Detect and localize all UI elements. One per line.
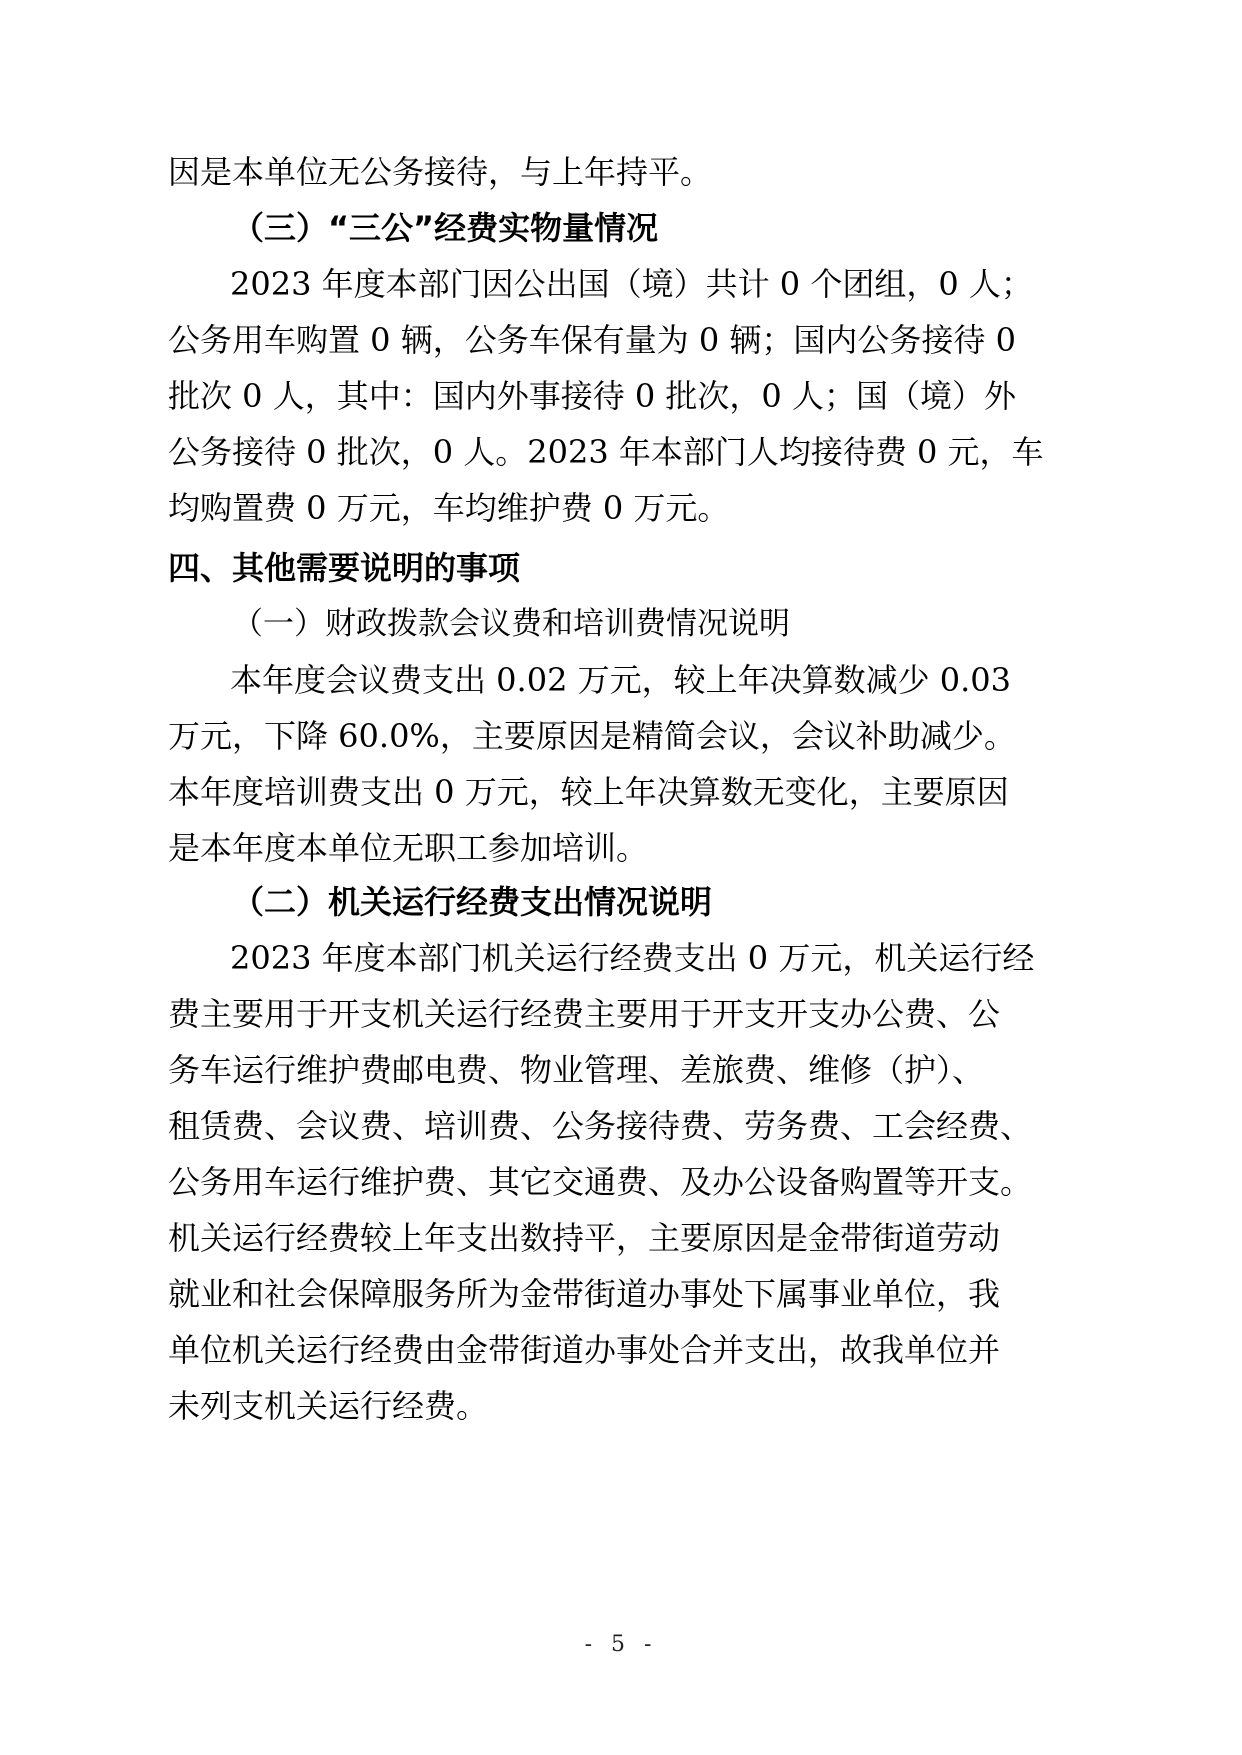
paragraph-line: 2023 年度本部门机关运行经费支出 0 万元，机关运行经 — [230, 939, 1035, 977]
paragraph-line: 2023 年度本部门因公出国（境）共计 0 个团组，0 人； — [230, 265, 1033, 303]
paragraph-line: 是本年度本单位无职工参加培训。 — [168, 829, 649, 867]
paragraph-line: 公务接待 0 批次，0 人。2023 年本部门人均接待费 0 元，车 — [168, 433, 1044, 471]
paragraph-line: 单位机关运行经费由金带街道办事处合并支出，故我单位并 — [168, 1331, 1001, 1369]
page-number: - 5 - — [584, 1632, 658, 1657]
paragraph-line: 费主要用于开支机关运行经费主要用于开支开支办公费、公 — [168, 995, 1001, 1033]
section-subheading: （三）“三公”经费实物量情况 — [232, 209, 659, 247]
paragraph-line: 公务用车运行维护费、其它交通费、及办公设备购置等开支。 — [168, 1163, 1033, 1201]
paragraph-line: 务车运行维护费邮电费、物业管理、差旅费、维修（护）、 — [168, 1051, 985, 1089]
paragraph-line: 本年度培训费支出 0 万元，较上年决算数无变化，主要原因 — [168, 773, 1009, 811]
paragraph-line: 因是本单位无公务接待，与上年持平。 — [168, 153, 713, 191]
paragraph-line: 均购置费 0 万元，车均维护费 0 万元。 — [168, 489, 730, 527]
section-subheading: （二）机关运行经费支出情况说明 — [232, 883, 713, 921]
paragraph-line: 机关运行经费较上年支出数持平，主要原因是金带街道劳动 — [168, 1219, 1001, 1257]
section-subheading: （一）财政拨款会议费和培训费情况说明 — [232, 606, 790, 642]
paragraph-line: 未列支机关运行经费。 — [168, 1387, 489, 1425]
paragraph-line: 万元，下降 60.0%，主要原因是精简会议，会议补助减少。 — [168, 717, 1016, 755]
paragraph-line: 就业和社会保障服务所为金带街道办事处下属事业单位，我 — [168, 1275, 1001, 1313]
section-heading: 四、其他需要说明的事项 — [168, 549, 521, 587]
paragraph-line: 租赁费、会议费、培训费、公务接待费、劳务费、工会经费、 — [168, 1107, 1033, 1145]
paragraph-line: 批次 0 人，其中：国内外事接待 0 批次，0 人；国（境）外 — [168, 377, 1016, 415]
paragraph-line: 公务用车购置 0 辆，公务车保有量为 0 辆；国内公务接待 0 — [168, 321, 1016, 359]
paragraph-line: 本年度会议费支出 0.02 万元，较上年决算数减少 0.03 — [230, 661, 1012, 699]
